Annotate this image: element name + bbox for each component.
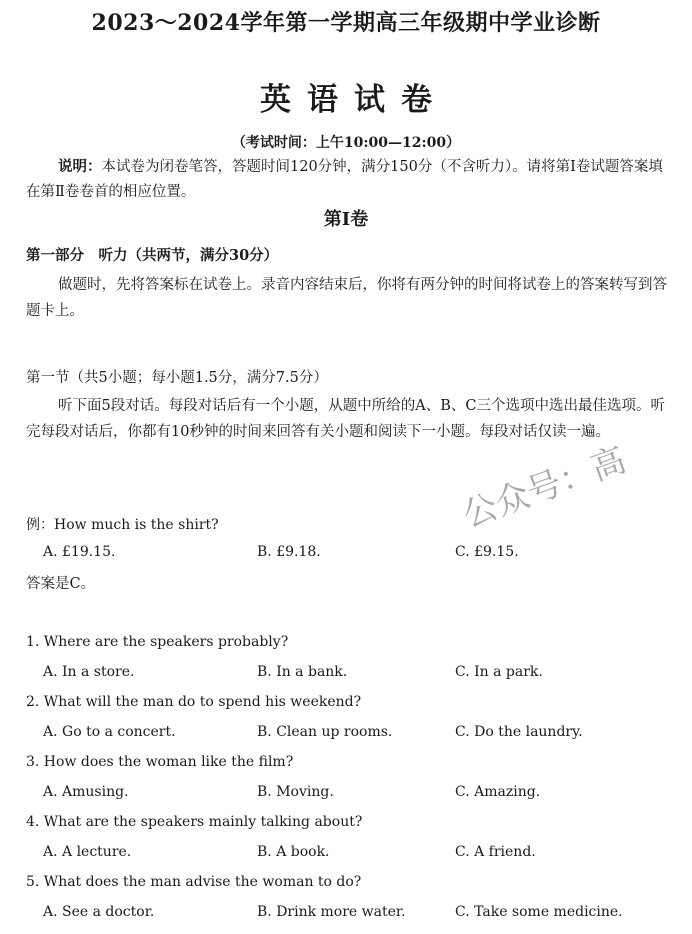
section1-text: 听下面5段对话。每段对话后有一个小题，从题中所给的A、B、C三个选项中选出最佳选项。听完每段对话后，你都有10秒钟的时间来回答有关小题和阅读下一小题。每段对话仅读一遍。 — [26, 398, 665, 440]
question-4: 4. What are the speakers mainly talking about? — [26, 814, 363, 830]
part1-text: 做题时，先将答案标在试卷上。录音内容结束后，你将有两分钟的时间将试卷上的答案转写到答题卡上。 — [26, 277, 667, 319]
example-question: 例：How much is the shirt? — [26, 517, 219, 533]
instructions-text: 本试卷为闭卷笔答，答题时间120分钟，满分150分（不含听力）。请将第Ⅰ卷试题答案填在第Ⅱ卷卷首的相应位置。 — [26, 159, 663, 200]
question-2-option-b: B. Clean up rooms. — [257, 724, 393, 740]
part1-heading: 第一部分 听力（共两节，满分30分） — [26, 247, 279, 264]
question-2-option-c: C. Do the laundry. — [455, 724, 583, 740]
question-3: 3. How does the woman like the film? — [26, 754, 294, 770]
question-5-option-a: A. See a doctor. — [43, 904, 155, 920]
question-1-option-a: A. In a store. — [43, 664, 135, 680]
subject-title: 英语试卷 — [260, 82, 448, 118]
instructions-label: 说明： — [58, 158, 102, 175]
example-option-a: A. £19.15. — [43, 544, 116, 560]
question-5-option-b: B. Drink more water. — [257, 904, 406, 920]
section1-heading: 第一节（共5小题；每小题1.5分，满分7.5分） — [26, 370, 328, 386]
example-answer: 答案是C。 — [26, 576, 96, 592]
question-1-option-b: B. In a bank. — [257, 664, 348, 680]
question-4-option-c: C. A friend. — [455, 844, 536, 860]
exam-title: 2023～2024学年第一学期高三年级期中学业诊断 — [91, 10, 601, 36]
question-4-option-a: A. A lecture. — [43, 844, 132, 860]
question-1: 1. Where are the speakers probably? — [26, 634, 289, 650]
question-5: 5. What does the man advise the woman to do? — [26, 874, 362, 890]
exam-time: （考试时间：上午10:00—12:00） — [231, 135, 461, 151]
question-2: 2. What will the man do to spend his weekend? — [26, 694, 362, 710]
question-2-option-a: A. Go to a concert. — [43, 724, 176, 740]
watermark: 公众号：高 — [457, 440, 632, 536]
question-3-option-c: C. Amazing. — [455, 784, 541, 800]
example-option-b: B. £9.18. — [257, 544, 321, 560]
question-1-option-c: C. In a park. — [455, 664, 543, 680]
instructions — [26, 154, 672, 205]
question-3-option-b: B. Moving. — [257, 784, 334, 800]
question-4-option-b: B. A book. — [257, 844, 330, 860]
example-option-c: C. £9.15. — [455, 544, 519, 560]
volume-title: 第Ⅰ卷 — [323, 209, 369, 230]
question-3-option-a: A. Amusing. — [43, 784, 129, 800]
question-5-option-c: C. Take some medicine. — [455, 904, 623, 920]
